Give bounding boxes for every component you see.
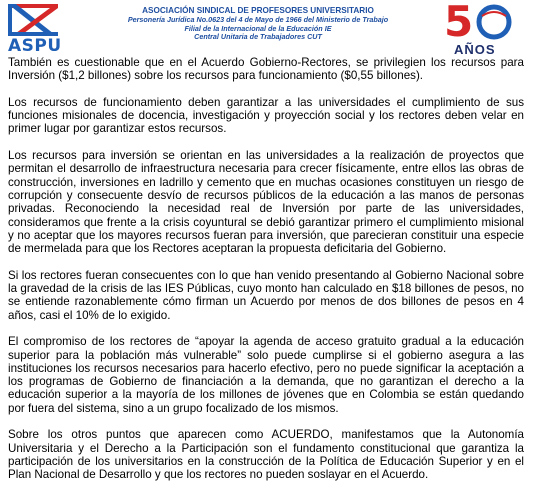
paragraph: Si los rectores fueran consecuentes con lo que han venido presentando al Gobierno Nacional sobre la gravedad de la crisis de las IES Públicas, cuyo monto han calculado en $18 billones de pesos, no se entiende razonablemente cómo firman un Acuerdo por menos de dos billones de pesos en 4 años, casi el 10% de lo exigido. bbox=[8, 268, 524, 322]
letterhead-text bbox=[92, 6, 424, 42]
fifty-years-icon bbox=[442, 0, 522, 42]
anos-label: AÑOS bbox=[454, 42, 496, 57]
paragraph: Los recursos de funcionamiento deben garantizar a las universidades el cumplimiento de sus funciones misionales de docencia, investigación y proyección social y los rectores deben velar en primer lugar por garantizar estos recursos. bbox=[8, 95, 524, 136]
union-line: Central Unitaria de Trabajadores CUT bbox=[194, 32, 322, 42]
svg-text:5: 5 bbox=[444, 0, 474, 42]
aspu-flag-icon bbox=[6, 2, 60, 38]
affiliation-line: Filial de la Internacional de la Educación IE bbox=[184, 23, 332, 33]
aspu-logo bbox=[2, 2, 66, 56]
paragraph: El compromiso de los rectores de “apoyar la agenda de acceso gratuito gradual a la educación superior para la población más vulnerable” solo puede cumplirse si el gobierno asegura a las instituciones los recursos necesarios para hacerlo efectivo, pero no puede significar la aceptación a los programas de Gobierno de financiación a la demanda, que no garantizan el derecho a la educación superior a la mayoría de los millones de jóvenes que en Colombia se están quedando por fuera del sistema, sino a un grupo focalizado de los mismos. bbox=[8, 335, 524, 415]
legal-line: Personería Jurídica No.0623 del 4 de Mayo de 1966 del Ministerio de Trabajo bbox=[127, 15, 389, 24]
org-name: ASOCIACIÓN SINDICAL DE PROFESORES UNIVERSITARIO bbox=[142, 6, 374, 15]
fifty-years-logo bbox=[442, 2, 522, 56]
paragraph: Sobre los otros puntos que aparecen como ACUERDO, manifestamos que la Autonomía Universitaria y el Derecho a la Participación son el fundamento constitucional que garantiza la participación de los universitarios en la construcción de la Política de Educación Superior y en el Plan Nacional de Desarrollo y que los rectores no pueden soslayar en el Acuerdo. bbox=[8, 428, 524, 482]
document-body bbox=[8, 56, 524, 495]
aspu-brand-text: ASPU bbox=[8, 36, 62, 56]
paragraph: Los recursos para inversión se orientan en las universidades a la realización de proyectos que permitan el desarrollo de infraestructura necesaria para crecer físicamente, entre ellos las obras de construcción, inversiones en ladrillo y cemento que en muchas ocasiones constituyen un riesgo de corrupción y consecuente desvío de recursos públicos de la educación a las manos de personas privadas. Reconociendo la necesidad real de Inversión por parte de las universidades, consideramos que frente a la crisis coyuntural se debió garantizar primero el cumplimiento misional y no aceptar que los mayores recursos fueran para inversión, que parecieran constituir una especie de mermelada para que los Rectores aceptaran la propuesta deficitaria del Gobierno. bbox=[8, 149, 524, 256]
paragraph: También es cuestionable que en el Acuerdo Gobierno-Rectores, se privilegien los recursos para Inversión ($1,2 billones) sobre los recursos para funcionamiento ($0,55 billones). bbox=[8, 56, 524, 83]
letterhead bbox=[0, 0, 534, 56]
